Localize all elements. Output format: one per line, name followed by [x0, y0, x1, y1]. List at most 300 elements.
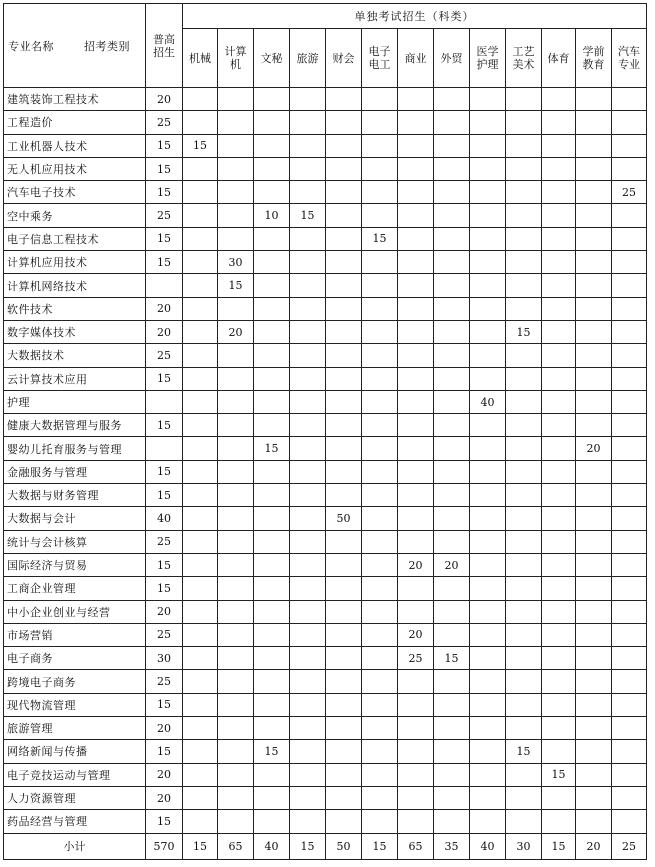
quota-cell	[290, 111, 326, 134]
quota-cell	[470, 484, 506, 507]
quota-cell	[542, 437, 576, 460]
general-enrollment-cell: 15	[146, 740, 183, 763]
quota-cell	[434, 437, 470, 460]
quota-cell	[183, 320, 218, 343]
quota-cell	[470, 251, 506, 274]
quota-cell	[576, 251, 612, 274]
general-enrollment-cell: 20	[146, 320, 183, 343]
quota-cell	[326, 181, 362, 204]
quota-cell	[362, 530, 398, 553]
quota-cell	[506, 227, 542, 250]
quota-cell	[326, 344, 362, 367]
quota-cell	[612, 460, 647, 483]
table-row	[4, 693, 647, 716]
quota-cell	[326, 484, 362, 507]
quota-cell	[576, 647, 612, 670]
quota-cell	[290, 647, 326, 670]
quota-cell	[290, 297, 326, 320]
quota-cell	[290, 530, 326, 553]
quota-cell	[506, 204, 542, 227]
subtotal-cell: 35	[434, 833, 470, 859]
quota-cell	[398, 274, 434, 297]
quota-cell	[612, 786, 647, 809]
quota-cell	[326, 390, 362, 413]
quota-cell	[326, 88, 362, 111]
quota-cell	[362, 577, 398, 600]
quota-cell	[470, 717, 506, 740]
quota-cell	[542, 740, 576, 763]
table-row	[4, 623, 647, 646]
quota-cell	[398, 810, 434, 833]
quota-cell	[542, 134, 576, 157]
quota-cell	[542, 484, 576, 507]
quota-cell	[290, 717, 326, 740]
general-enrollment-cell: 15	[146, 157, 183, 180]
major-name-cell: 空中乘务	[4, 204, 146, 227]
quota-cell	[254, 157, 290, 180]
general-enrollment-header: 普高 招生	[146, 4, 183, 88]
quota-cell	[398, 437, 434, 460]
quota-cell	[254, 344, 290, 367]
quota-cell	[576, 717, 612, 740]
quota-cell	[542, 670, 576, 693]
quota-cell	[470, 367, 506, 390]
quota-cell	[470, 647, 506, 670]
quota-cell	[576, 577, 612, 600]
quota-cell	[434, 763, 470, 786]
quota-cell	[218, 763, 254, 786]
quota-cell	[290, 810, 326, 833]
quota-cell	[326, 460, 362, 483]
quota-cell	[612, 204, 647, 227]
quota-cell	[183, 344, 218, 367]
quota-cell	[326, 414, 362, 437]
quota-cell	[326, 740, 362, 763]
quota-cell	[612, 297, 647, 320]
table-row	[4, 740, 647, 763]
quota-cell	[290, 390, 326, 413]
quota-cell	[254, 181, 290, 204]
major-name-cell: 电子商务	[4, 647, 146, 670]
quota-cell	[183, 297, 218, 320]
quota-cell	[576, 157, 612, 180]
quota-cell: 20	[576, 437, 612, 460]
quota-cell	[434, 251, 470, 274]
quota-cell	[183, 111, 218, 134]
quota-cell	[612, 600, 647, 623]
quota-cell	[434, 227, 470, 250]
major-name-cell: 大数据与会计	[4, 507, 146, 530]
quota-cell: 20	[398, 623, 434, 646]
quota-cell	[612, 320, 647, 343]
quota-cell	[218, 181, 254, 204]
quota-cell	[434, 134, 470, 157]
quota-cell	[218, 670, 254, 693]
quota-cell	[362, 484, 398, 507]
quota-cell	[434, 111, 470, 134]
quota-cell	[612, 647, 647, 670]
major-name-cell: 大数据技术	[4, 344, 146, 367]
quota-cell	[290, 740, 326, 763]
quota-cell	[362, 717, 398, 740]
quota-cell	[218, 111, 254, 134]
quota-cell: 15	[362, 227, 398, 250]
quota-cell	[218, 204, 254, 227]
quota-cell	[470, 577, 506, 600]
quota-cell	[254, 251, 290, 274]
quota-cell	[183, 600, 218, 623]
quota-cell	[434, 320, 470, 343]
quota-cell	[183, 437, 218, 460]
quota-cell: 25	[612, 181, 647, 204]
quota-cell	[254, 111, 290, 134]
quota-cell	[576, 227, 612, 250]
category-header: 招考类别	[84, 39, 130, 53]
table-row	[4, 460, 647, 483]
major-name-cell: 计算机网络技术	[4, 274, 146, 297]
quota-cell	[612, 111, 647, 134]
quota-cell	[542, 390, 576, 413]
quota-cell	[183, 507, 218, 530]
quota-cell	[398, 297, 434, 320]
quota-cell	[434, 274, 470, 297]
table-row	[4, 763, 647, 786]
quota-cell	[183, 717, 218, 740]
quota-cell	[183, 530, 218, 553]
quota-cell	[576, 204, 612, 227]
quota-cell	[542, 157, 576, 180]
subtotal-cell: 65	[218, 833, 254, 859]
major-name-cell: 大数据与财务管理	[4, 484, 146, 507]
quota-cell	[434, 717, 470, 740]
quota-cell	[362, 553, 398, 576]
category-header-cell: 工艺 美术	[506, 29, 542, 88]
subtotal-cell: 20	[576, 833, 612, 859]
quota-cell	[254, 786, 290, 809]
enrollment-plan-table	[3, 3, 647, 860]
table-row	[4, 320, 647, 343]
quota-cell: 20	[398, 553, 434, 576]
table-header	[4, 4, 647, 88]
quota-cell	[542, 530, 576, 553]
quota-cell	[362, 414, 398, 437]
quota-cell	[290, 623, 326, 646]
quota-cell	[576, 600, 612, 623]
general-enrollment-cell: 15	[146, 484, 183, 507]
quota-cell	[183, 740, 218, 763]
quota-cell	[362, 507, 398, 530]
quota-cell	[542, 344, 576, 367]
quota-cell	[470, 810, 506, 833]
quota-cell	[576, 670, 612, 693]
quota-cell	[326, 204, 362, 227]
major-name-cell: 护理	[4, 390, 146, 413]
quota-cell	[290, 437, 326, 460]
table-row	[4, 134, 647, 157]
quota-cell	[218, 740, 254, 763]
quota-cell	[254, 320, 290, 343]
quota-cell	[542, 623, 576, 646]
quota-cell	[434, 297, 470, 320]
quota-cell	[290, 786, 326, 809]
quota-cell	[470, 507, 506, 530]
quota-cell	[290, 227, 326, 250]
table-row	[4, 414, 647, 437]
quota-cell	[290, 507, 326, 530]
quota-cell	[612, 810, 647, 833]
table-row	[4, 647, 647, 670]
quota-cell	[398, 204, 434, 227]
quota-cell	[218, 553, 254, 576]
quota-cell	[506, 600, 542, 623]
quota-cell	[506, 763, 542, 786]
quota-cell	[218, 623, 254, 646]
major-name-cell: 婴幼儿托育服务与管理	[4, 437, 146, 460]
quota-cell	[542, 274, 576, 297]
quota-cell	[290, 320, 326, 343]
subtotal-cell: 40	[470, 833, 506, 859]
quota-cell	[290, 670, 326, 693]
quota-cell	[542, 297, 576, 320]
quota-cell	[290, 157, 326, 180]
quota-cell	[254, 577, 290, 600]
quota-cell	[470, 204, 506, 227]
quota-cell	[326, 763, 362, 786]
quota-cell	[542, 227, 576, 250]
quota-cell	[576, 274, 612, 297]
quota-cell	[183, 390, 218, 413]
quota-cell	[542, 507, 576, 530]
quota-cell	[362, 251, 398, 274]
quota-cell	[470, 693, 506, 716]
quota-cell	[362, 181, 398, 204]
quota-cell	[398, 717, 434, 740]
major-name-cell: 跨境电子商务	[4, 670, 146, 693]
table-row	[4, 297, 647, 320]
quota-cell: 50	[326, 507, 362, 530]
quota-cell	[542, 181, 576, 204]
quota-cell	[326, 437, 362, 460]
major-name-cell: 云计算技术应用	[4, 367, 146, 390]
quota-cell	[576, 693, 612, 716]
quota-cell	[576, 530, 612, 553]
quota-cell	[326, 274, 362, 297]
quota-cell	[398, 157, 434, 180]
quota-cell	[576, 553, 612, 576]
quota-cell	[434, 390, 470, 413]
quota-cell	[576, 484, 612, 507]
quota-cell	[506, 647, 542, 670]
quota-cell	[254, 530, 290, 553]
quota-cell	[326, 553, 362, 576]
quota-cell	[218, 530, 254, 553]
quota-cell	[254, 274, 290, 297]
quota-cell	[434, 740, 470, 763]
subtotal-cell: 25	[612, 833, 647, 859]
quota-cell	[218, 88, 254, 111]
quota-cell	[434, 786, 470, 809]
quota-cell	[362, 297, 398, 320]
quota-cell	[362, 274, 398, 297]
quota-cell	[183, 484, 218, 507]
quota-cell	[254, 134, 290, 157]
quota-cell	[290, 181, 326, 204]
subtotal-general-cell: 570	[146, 833, 183, 859]
general-enrollment-cell: 25	[146, 344, 183, 367]
quota-cell	[506, 390, 542, 413]
major-name-cell: 金融服务与管理	[4, 460, 146, 483]
quota-cell	[218, 297, 254, 320]
subtotal-label: 小计	[4, 833, 146, 859]
quota-cell	[470, 623, 506, 646]
table-row	[4, 437, 647, 460]
quota-cell	[398, 693, 434, 716]
category-header-cell: 医学 护理	[470, 29, 506, 88]
quota-cell	[183, 414, 218, 437]
quota-cell: 15	[542, 763, 576, 786]
quota-cell	[362, 111, 398, 134]
category-header-cell: 汽车 专业	[612, 29, 647, 88]
table-body	[4, 88, 647, 860]
quota-cell	[254, 693, 290, 716]
quota-cell	[470, 111, 506, 134]
quota-cell	[506, 157, 542, 180]
quota-cell	[470, 414, 506, 437]
general-enrollment-cell: 15	[146, 577, 183, 600]
quota-cell	[218, 227, 254, 250]
category-header-cell: 电子 电工	[362, 29, 398, 88]
quota-cell	[612, 693, 647, 716]
quota-cell	[434, 600, 470, 623]
quota-cell	[542, 460, 576, 483]
quota-cell	[398, 786, 434, 809]
quota-cell	[362, 786, 398, 809]
quota-cell	[576, 320, 612, 343]
quota-cell	[290, 553, 326, 576]
quota-cell	[612, 577, 647, 600]
category-header-cell: 体育	[542, 29, 576, 88]
major-name-cell: 无人机应用技术	[4, 157, 146, 180]
quota-cell	[183, 181, 218, 204]
quota-cell	[183, 623, 218, 646]
quota-cell	[290, 251, 326, 274]
table-row	[4, 600, 647, 623]
general-enrollment-cell: 25	[146, 623, 183, 646]
quota-cell	[470, 763, 506, 786]
quota-cell	[506, 274, 542, 297]
quota-cell: 40	[470, 390, 506, 413]
quota-cell: 25	[398, 647, 434, 670]
quota-cell	[254, 367, 290, 390]
quota-cell	[434, 204, 470, 227]
quota-cell	[218, 390, 254, 413]
quota-cell	[254, 810, 290, 833]
general-enrollment-cell: 20	[146, 297, 183, 320]
subtotal-cell: 15	[362, 833, 398, 859]
general-enrollment-cell: 15	[146, 810, 183, 833]
quota-cell	[218, 367, 254, 390]
quota-cell	[254, 390, 290, 413]
single-exam-group-header: 单独考试招生（科类）	[183, 4, 647, 29]
quota-cell	[326, 810, 362, 833]
quota-cell	[542, 717, 576, 740]
subtotal-cell: 30	[506, 833, 542, 859]
quota-cell	[183, 693, 218, 716]
major-name-cell: 旅游管理	[4, 717, 146, 740]
quota-cell	[183, 251, 218, 274]
quota-cell	[542, 600, 576, 623]
quota-cell	[612, 88, 647, 111]
quota-cell	[506, 786, 542, 809]
quota-cell	[362, 623, 398, 646]
quota-cell	[576, 181, 612, 204]
general-enrollment-cell: 15	[146, 414, 183, 437]
major-name-cell: 国际经济与贸易	[4, 553, 146, 576]
quota-cell	[542, 204, 576, 227]
table-row	[4, 227, 647, 250]
quota-cell	[506, 717, 542, 740]
quota-cell	[398, 227, 434, 250]
subtotal-cell: 15	[183, 833, 218, 859]
quota-cell	[506, 507, 542, 530]
quota-cell	[183, 670, 218, 693]
quota-cell	[542, 647, 576, 670]
quota-cell	[542, 414, 576, 437]
table-row	[4, 344, 647, 367]
quota-cell	[362, 134, 398, 157]
quota-cell	[576, 134, 612, 157]
general-enrollment-cell: 25	[146, 670, 183, 693]
quota-cell	[183, 786, 218, 809]
quota-cell	[218, 600, 254, 623]
quota-cell	[470, 437, 506, 460]
quota-cell	[506, 251, 542, 274]
quota-cell	[434, 484, 470, 507]
major-name-cell: 健康大数据管理与服务	[4, 414, 146, 437]
quota-cell	[576, 88, 612, 111]
quota-cell	[612, 740, 647, 763]
general-enrollment-cell: 20	[146, 786, 183, 809]
general-enrollment-cell	[146, 274, 183, 297]
quota-cell	[218, 460, 254, 483]
general-enrollment-cell: 20	[146, 600, 183, 623]
quota-cell	[576, 623, 612, 646]
quota-cell	[326, 251, 362, 274]
quota-cell	[362, 647, 398, 670]
quota-cell	[362, 390, 398, 413]
major-name-cell: 电子信息工程技术	[4, 227, 146, 250]
quota-cell	[183, 647, 218, 670]
quota-cell	[576, 786, 612, 809]
general-enrollment-cell: 25	[146, 111, 183, 134]
quota-cell	[434, 693, 470, 716]
general-enrollment-cell: 15	[146, 227, 183, 250]
quota-cell	[434, 507, 470, 530]
quota-cell	[470, 227, 506, 250]
quota-cell	[398, 414, 434, 437]
category-header-cell: 文秘	[254, 29, 290, 88]
major-name-cell: 中小企业创业与经营	[4, 600, 146, 623]
quota-cell: 15	[434, 647, 470, 670]
major-name-cell: 统计与会计核算	[4, 530, 146, 553]
quota-cell	[326, 297, 362, 320]
quota-cell	[326, 693, 362, 716]
table-row	[4, 507, 647, 530]
major-name-cell: 汽车电子技术	[4, 181, 146, 204]
quota-cell	[576, 111, 612, 134]
quota-cell: 10	[254, 204, 290, 227]
quota-cell	[290, 367, 326, 390]
